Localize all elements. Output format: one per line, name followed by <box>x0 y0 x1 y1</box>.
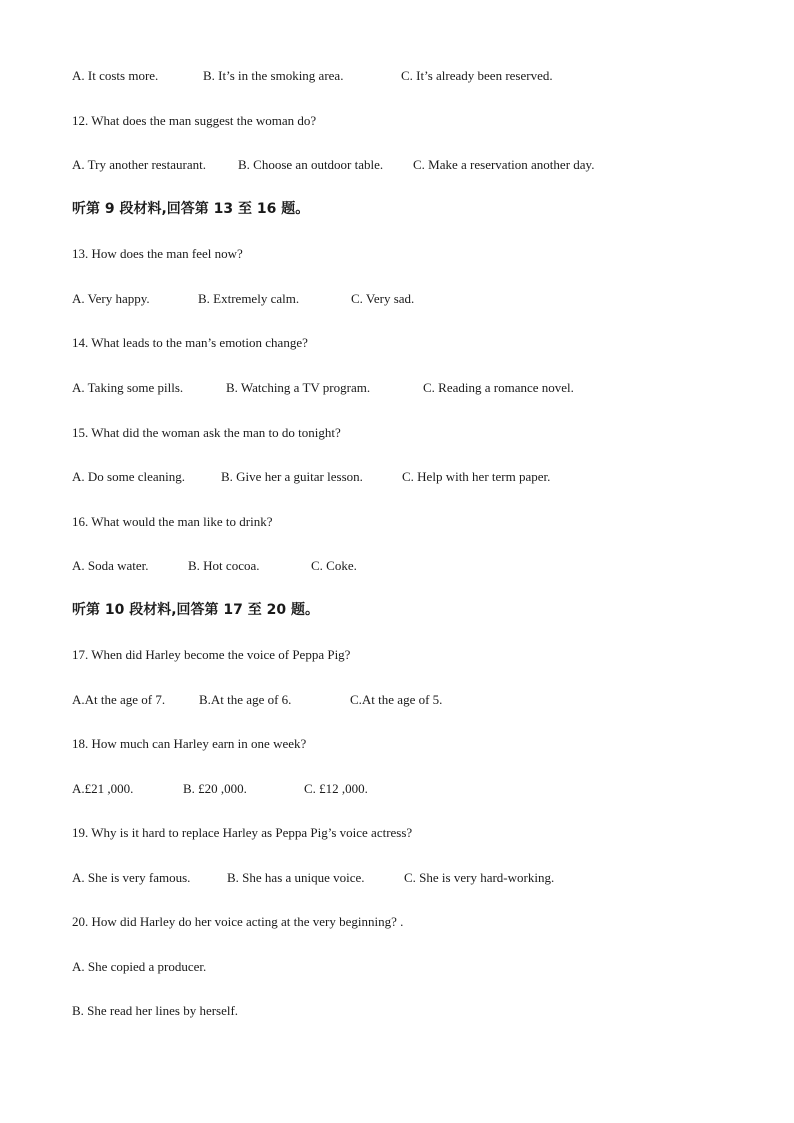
q13-option-c: C. Very sad. <box>351 291 415 306</box>
q19-question: 19. Why is it hard to replace Harley as Peppa Pig’s voice actress? <box>72 825 413 840</box>
q19-option-c: C. She is very hard-working. <box>404 870 555 885</box>
q15-option-c: C. Help with her term paper. <box>402 469 551 484</box>
q18-option-b: B. £20 ,000. <box>183 781 247 796</box>
q17-question: 17. When did Harley become the voice of Peppa Pig? <box>72 647 351 662</box>
q12-option-c: C. Make a reservation another day. <box>413 157 595 172</box>
q20-question: 20. How did Harley do her voice acting at the very beginning? . <box>72 914 404 929</box>
section-10-heading: 听第 10 段材料,回答第 17 至 20 题。 <box>72 602 320 618</box>
q19-option-b: B. She has a unique voice. <box>227 870 365 885</box>
q12-question: 12. What does the man suggest the woman do? <box>72 113 317 128</box>
q20-option-b: B. She read her lines by herself. <box>72 1003 239 1018</box>
q16-option-a: A. Soda water. <box>72 558 149 573</box>
q11-option-b: B. It’s in the smoking area. <box>203 68 344 83</box>
q15-option-a: A. Do some cleaning. <box>72 469 186 484</box>
q17-option-a: A.At the age of 7. <box>72 692 166 707</box>
q15-option-b: B. Give her a guitar lesson. <box>221 469 363 484</box>
q11-option-c: C. It’s already been reserved. <box>401 68 553 83</box>
q18-question: 18. How much can Harley earn in one week? <box>72 736 307 751</box>
q16-option-c: C. Coke. <box>311 558 357 573</box>
q15-question: 15. What did the woman ask the man to do tonight? <box>72 425 341 440</box>
q12-option-a: A. Try another restaurant. <box>72 157 206 172</box>
q20-option-a: A. She copied a producer. <box>72 959 207 974</box>
q14-option-a: A. Taking some pills. <box>72 380 184 395</box>
section-9-heading: 听第 9 段材料,回答第 13 至 16 题。 <box>72 201 310 217</box>
q13-option-b: B. Extremely calm. <box>198 291 300 306</box>
q16-option-b: B. Hot cocoa. <box>188 558 260 573</box>
q17-option-c: C.At the age of 5. <box>350 692 443 707</box>
q18-option-a: A.£21 ,000. <box>72 781 134 796</box>
q19-option-a: A. She is very famous. <box>72 870 191 885</box>
q17-option-b: B.At the age of 6. <box>199 692 292 707</box>
q16-question: 16. What would the man like to drink? <box>72 514 273 529</box>
q14-question: 14. What leads to the man’s emotion change? <box>72 335 308 350</box>
q14-option-b: B. Watching a TV program. <box>226 380 371 395</box>
q13-question: 13. How does the man feel now? <box>72 246 243 261</box>
q11-option-a: A. It costs more. <box>72 68 159 83</box>
q12-option-b: B. Choose an outdoor table. <box>238 157 384 172</box>
q18-option-c: C. £12 ,000. <box>304 781 368 796</box>
q13-option-a: A. Very happy. <box>72 291 150 306</box>
q14-option-c: C. Reading a romance novel. <box>423 380 574 395</box>
